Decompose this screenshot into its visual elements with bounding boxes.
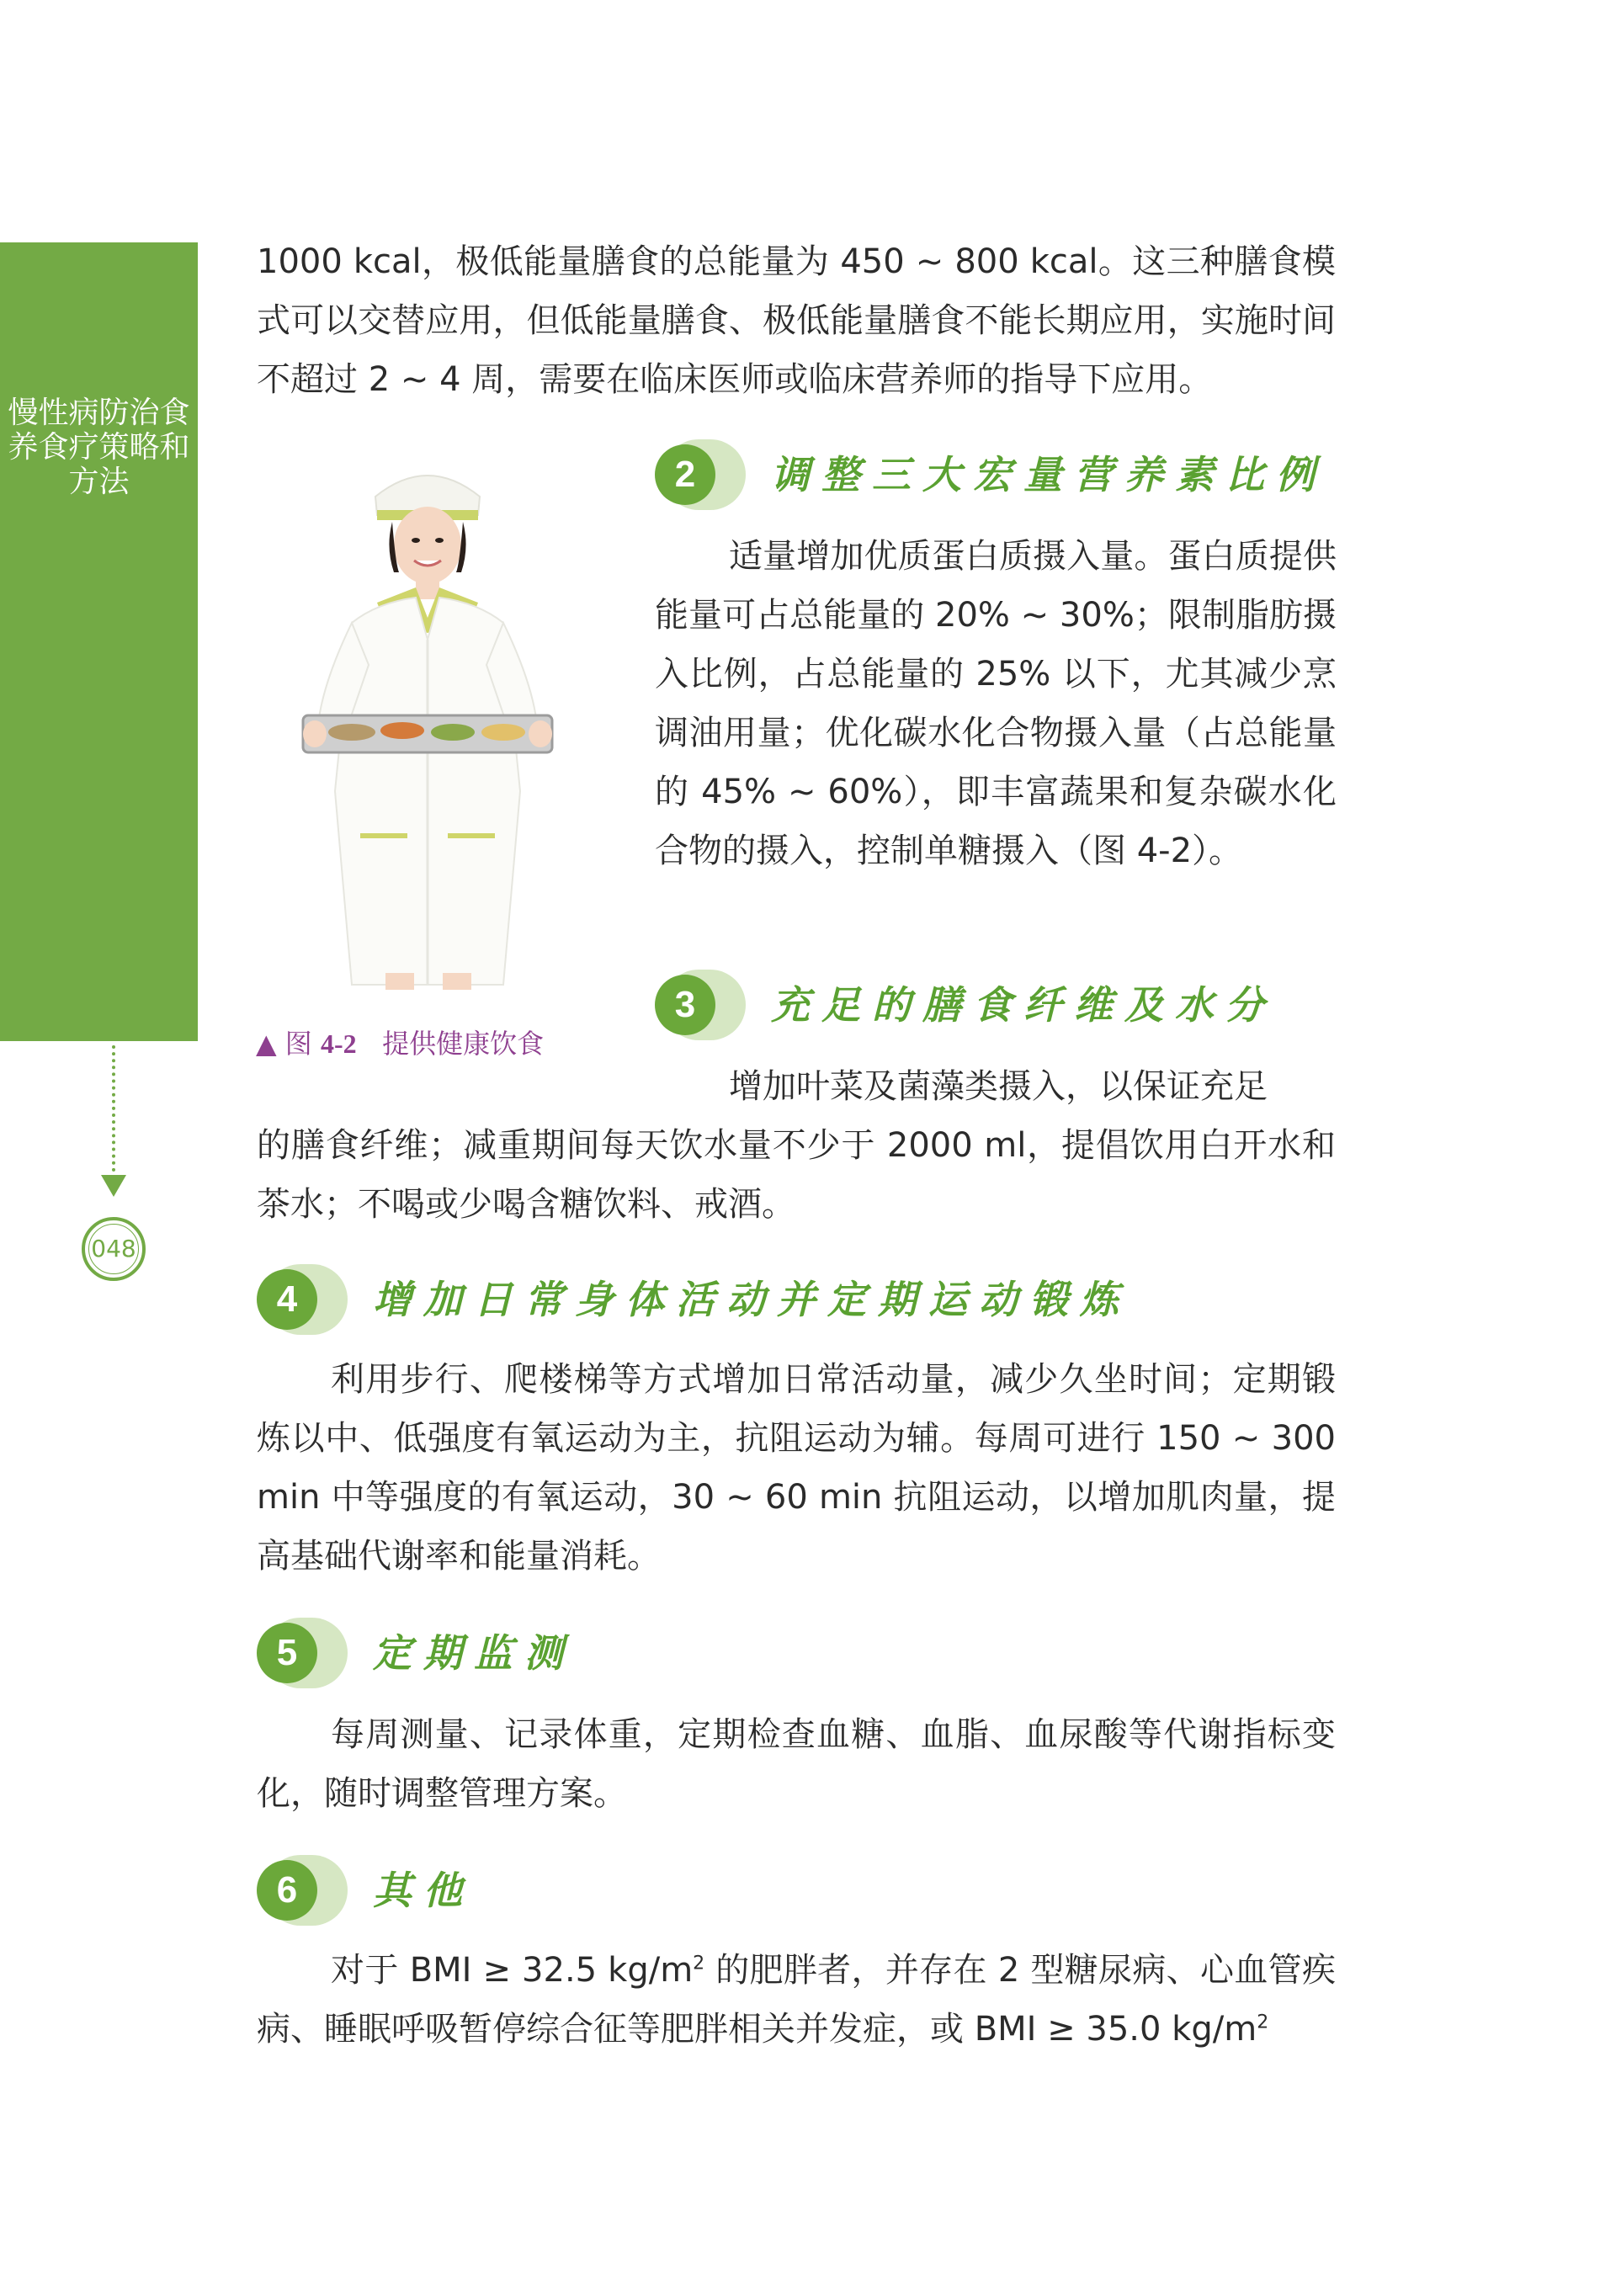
section-4-title: 增加日常身体活动并定期运动锻炼 xyxy=(373,1277,1130,1322)
caption-label: 图 xyxy=(284,1028,312,1060)
section-2-heading xyxy=(655,439,1337,510)
section-6-body-b: 的肥胖者，并存在 2 型糖尿病、心血管疾病、睡眠呼吸暂停综合征等肥胖相关并发症，或 BMI ≥ 35.0 kg/m xyxy=(257,1951,1336,2049)
figure-photo xyxy=(251,438,604,993)
section-3-heading xyxy=(655,970,1337,1040)
superscript-2: 2 xyxy=(693,1953,705,1974)
section-6-body-a: 对于 BMI ≥ 32.5 kg/m xyxy=(331,1951,694,1990)
page-number-text: 048 xyxy=(91,1235,136,1262)
section-5-badge xyxy=(257,1618,348,1688)
section-5-title: 定期监测 xyxy=(373,1630,575,1676)
section-6-title: 其他 xyxy=(373,1868,474,1913)
figure-caption xyxy=(256,1027,544,1060)
caption-triangle-icon: ▲ xyxy=(256,1028,277,1060)
section-6-body xyxy=(257,1941,1336,2059)
page-number-ring xyxy=(88,1224,139,1274)
caption-number: 4-2 xyxy=(320,1028,357,1059)
sidebar-dotted-line xyxy=(112,1045,115,1172)
section-3-body-line1: 增加叶菜及菌藻类摄入，以保证充足 xyxy=(729,1067,1268,1106)
section-2-badge xyxy=(655,439,746,510)
chapter-sidebar xyxy=(0,242,198,1041)
section-6-heading xyxy=(257,1855,1336,1926)
caption-text: 提供健康饮食 xyxy=(382,1028,545,1060)
superscript-2: 2 xyxy=(1257,2012,1269,2033)
section-6-number: 6 xyxy=(257,1860,317,1921)
section-6-badge xyxy=(257,1855,348,1926)
section-3-title: 充足的膳食纤维及水分 xyxy=(771,982,1276,1028)
section-2-title: 调整三大宏量营养素比例 xyxy=(771,452,1326,497)
section-4-body: 利用步行、爬楼梯等方式增加日常活动量，减少久坐时间；定期锻炼以中、低强度有氧运动为主，抗阻运动为辅。每周可进行 150 ~ 300 min 中等强度的有氧运动，30 ~ 60 min 抗阻运动，以增加肌肉量，提高基础代谢率和能量消耗。 xyxy=(257,1360,1336,1576)
section-4-heading xyxy=(257,1264,1336,1335)
section-2-number: 2 xyxy=(655,444,715,505)
nutritionist-image xyxy=(251,438,604,993)
section-4-badge xyxy=(257,1264,348,1335)
section-3-body: 的膳食纤维；减重期间每天饮水量不少于 2000 ml，提倡饮用白开水和茶水；不喝或少喝含糖饮料、戒酒。 xyxy=(257,1126,1336,1224)
down-arrow-icon xyxy=(101,1175,126,1197)
section-5-number: 5 xyxy=(257,1623,317,1683)
section-3-badge xyxy=(655,970,746,1040)
section-2-body: 适量增加优质蛋白质摄入量。蛋白质提供能量可占总能量的 20% ~ 30%；限制脂肪摄入比例，占总能量的 25% 以下，尤其减少烹调油用量；优化碳水化合物摄入量（占总能量的 45% ~ 60%），即丰富蔬果和复杂碳水化合物的摄入，控制单糖摄入（图 4-2）。 xyxy=(655,537,1337,870)
section-5-heading xyxy=(257,1618,1336,1688)
section-3-number: 3 xyxy=(655,975,715,1035)
section-4-number: 4 xyxy=(257,1269,317,1330)
chapter-title: 慢性病防治食养食疗策略和方法 xyxy=(8,396,190,499)
section-5-body: 每周测量、记录体重，定期检查血糖、血脂、血尿酸等代谢指标变化，随时调整管理方案。 xyxy=(257,1715,1336,1813)
intro-paragraph: 1000 kcal，极低能量膳食的总能量为 450 ~ 800 kcal。这三种膳食模式可以交替应用，但低能量膳食、极低能量膳食不能长期应用，实施时间不超过 2 ~ 4 周，需要在临床医师或临床营养师的指导下应用。 xyxy=(257,242,1336,399)
page-number xyxy=(82,1217,146,1281)
